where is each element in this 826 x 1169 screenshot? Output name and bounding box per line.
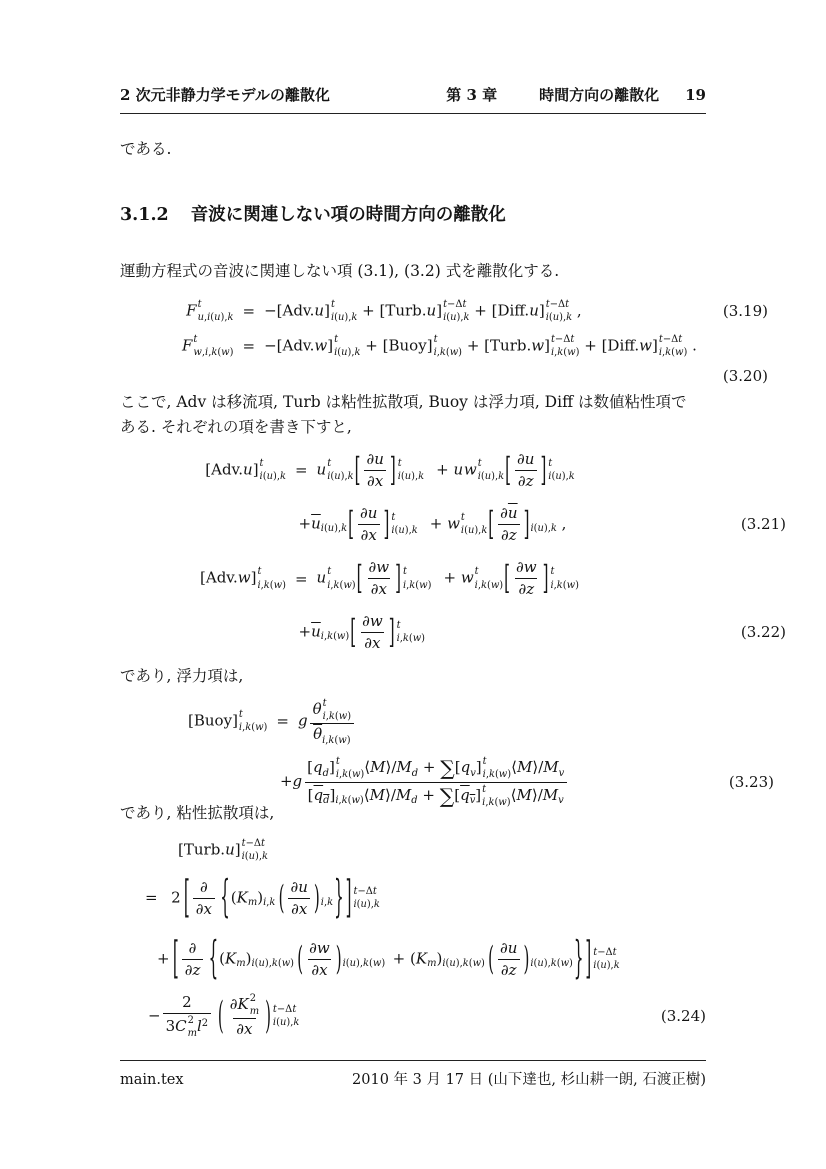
eq-322-rhs-line2: $+\overline{u}_{i,k(w)}$[ $\frac{\partial w}{\partial x}$ ] t i,k(w) — [298, 611, 426, 652]
eq-319-rhs: −[Adv.u] t i(u),k + [Turb.u] t−Δt i(u),k + [Diff.u] t−Δt i(u),k , — [264, 298, 582, 323]
eq-324-line4-row — [120, 988, 706, 1044]
eq-324-line3: + [ $\frac{\partial}{\partial z}$ {$(K_m)_{i(u),k(w)}$ ( $\frac{\partial w}{\partial x}$ )$_{i(u),k(w)} + (K_m)_{i(u),k(w)}$ ( $\frac{\partial u}{\partial z}$ )$_{i(u),k(w)}$} ] t−Δt i(u),k — [157, 931, 620, 984]
eq-320-rel: = — [242, 337, 256, 355]
paragraph-terms — [120, 390, 706, 440]
equation-label-322: (3.22) — [740, 623, 786, 641]
paragraph-terms-line2: ある. それぞれの項を書き下すと, — [120, 418, 352, 436]
eq-321-rel: = — [294, 461, 308, 479]
paragraph-dearu: である. — [120, 140, 172, 158]
eq-324-line3-row — [120, 930, 706, 988]
eq-323-rhs-line2: +g $[q_d]$ t i,k(w) $⟨M⟩/M_d + \sum[q_v]$ t i,k(w) $⟨M⟩/M_v$ $[q_d]_{i,k(w)}⟨M⟩/M_d + \sum[q_v]$ t i,k(w) $⟨M⟩/M_v$ — [280, 755, 569, 809]
header-running-title: 2 次元非静力学モデルの離散化 — [120, 86, 330, 104]
header-chapter-title: 時間方向の離散化 — [539, 86, 660, 104]
equation-label-323: (3.23) — [728, 773, 774, 791]
eq-322-rhs-line1: u t i,k(w) [ $\frac{\partial w}{\partial x}$ ] t i,k(w) + w t i,k(w) [ $\frac{\partial w}{\partial z}$ ] t i,k(w) — [316, 557, 579, 598]
eq-323-lhs: [Buoy] t i,k(w) — [188, 708, 268, 733]
eq-321-rhs-line2: $+\overline{u}_{i(u),k}$[ $\frac{\partial u}{\partial x}$ ] t i(u),k + w t i(u),k [ $\frac{\partial\overline{u}}{\partial z}$ ]$_{i(u),k}$ , — [298, 503, 567, 544]
equation-label-324: (3.24) — [660, 1007, 706, 1025]
paragraph-viscous: であり, 粘性拡散項は, — [120, 804, 275, 822]
eq-319-rel: = — [242, 302, 256, 320]
eq-323-rel: = — [276, 712, 289, 730]
page-header — [120, 84, 706, 114]
paragraph-buoyancy: であり, 浮力項は, — [120, 667, 244, 685]
eq-324-line2-row — [120, 866, 706, 930]
eq-322-rel: = — [294, 569, 308, 588]
eq-323-rhs-line1: g θ t i,k(w) $\overline{\theta}_{i,k(w)}$ — [298, 697, 356, 746]
equation-3-19-3-20 — [120, 294, 768, 388]
eq-320-lhs: F t w,i,k(w) — [182, 333, 234, 358]
section-title: 音波に関連しない項の時間方向の離散化 — [190, 205, 506, 225]
header-chapter: 第 3 章 — [446, 86, 498, 104]
header-right — [446, 84, 706, 105]
paragraph-terms-line1: ここで, Adv は移流項, Turb は粘性拡散項, Buoy は浮力項, Diff は数値粘性項で — [120, 393, 687, 411]
equation-3-21-3-22 — [120, 442, 786, 657]
footer-date-authors: 2010 年 3 月 17 日 (山下達也, 杉山耕一朗, 石渡正樹) — [352, 1072, 706, 1088]
eq-319-lhs: F t u,i(u),k — [186, 298, 234, 323]
eq-322-lhs: [Adv.w] t i,k(w) — [200, 566, 286, 591]
equation-label-320: (3.20) — [722, 367, 768, 385]
eq-324-line4: − 2 3C 2 m $l^2$ ( ∂K 2 m ∂x ) t−Δt i(u),k — [148, 992, 300, 1039]
eq-324-line1-row — [120, 834, 706, 866]
equation-3-23 — [120, 692, 774, 814]
eq-324-lhs: [Turb.u] t−Δt i(u),k — [178, 837, 268, 862]
eq-320-rhs: −[Adv.w] t i(u),k + [Buoy] t i,k(w) + [Turb.w] t−Δt i,k(w) + [Diff.w] t−Δt i,k(w) . — [264, 333, 697, 358]
section-number: 3.1.2 — [120, 205, 169, 225]
header-page-number: 19 — [685, 86, 706, 104]
equation-label-319: (3.19) — [722, 302, 768, 320]
eq-321-rhs-line1: u t i(u),k [ $\frac{\partial u}{\partial x}$ ] t i(u),k + uw t i(u),k [ $\frac{\partial u}{\partial z}$ ] t i(u),k — [316, 449, 575, 490]
paragraph-discretize: 運動方程式の音波に関連しない項 (3.1), (3.2) 式を離散化する. — [120, 262, 560, 280]
equation-label-321: (3.21) — [740, 515, 786, 533]
eq-321-lhs: [Adv.u] t i(u),k — [205, 457, 286, 482]
section-heading — [120, 201, 706, 226]
footer-filename: main.tex — [120, 1072, 184, 1088]
eq-324-line2: = 2 [ $\frac{\partial}{\partial x}$ {$(K_m)_{i,k}$ ( $\frac{\partial u}{\partial x}$ )$_{i,k}$} ] t−Δt i(u),k — [145, 870, 380, 923]
page-footer — [120, 1060, 706, 1089]
equation-3-24 — [120, 834, 706, 1044]
